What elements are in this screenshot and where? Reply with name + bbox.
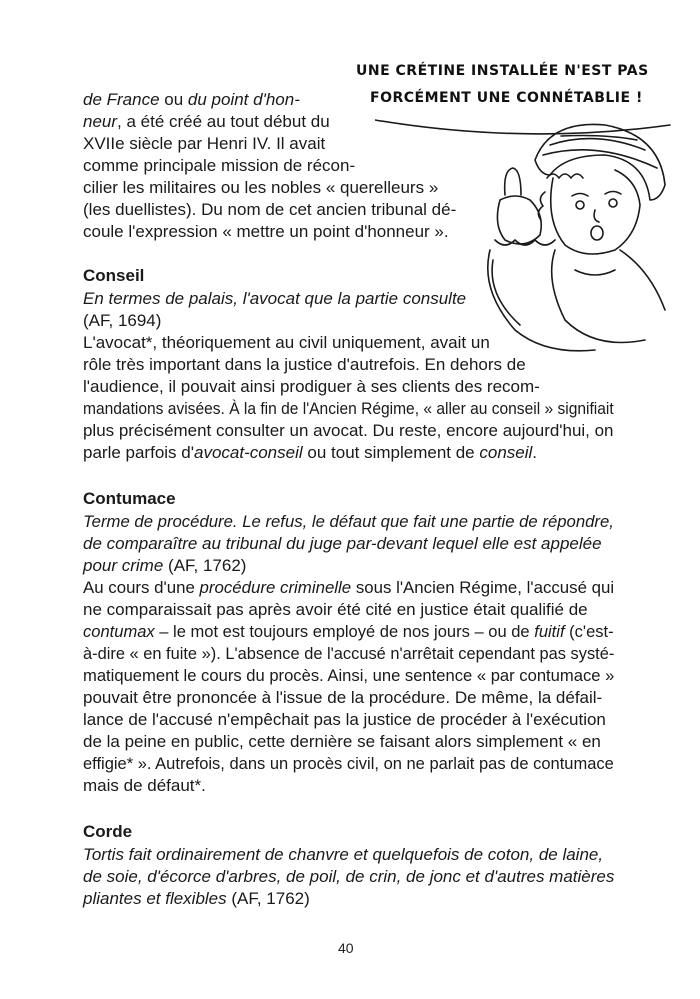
conseil-text: . [532, 443, 538, 462]
intro-text: , a été créé au tout début du [117, 112, 330, 131]
corde-text: (AF, 1762) [226, 889, 310, 908]
mouth [591, 226, 603, 240]
conseil-definition: En termes de palais, l'avocat que la partie consulte [83, 289, 467, 308]
raised-finger [505, 168, 521, 195]
intro-line-7: coule l'expression « mettre un point d'honneur ». [83, 222, 449, 241]
intro-line-2 [83, 111, 330, 133]
conseil-body-5: plus précisément consulter un avocat. Du reste, encore aujourd'hui, on [83, 421, 614, 440]
hand [497, 196, 541, 244]
intro-line-3: XVIIe siècle par Henri IV. Il avait [83, 134, 326, 153]
contumace-definition-3 [83, 555, 246, 577]
contumace-text: (AF, 1762) [163, 556, 247, 575]
right-eye [609, 199, 617, 207]
corde-definition-2: de soie, d'écorce d'arbres, de poil, de crin, de jonc et d'autres matières [83, 867, 615, 886]
contumace-text: Au cours d'une [83, 578, 200, 597]
speech-bubble-line-2: FORCÉMENT UNE CONNÉTABLIE ! [370, 90, 643, 106]
intro-line-1 [83, 89, 335, 111]
contumace-body-10: mais de défaut*. [83, 776, 206, 795]
sleeve [488, 250, 595, 351]
contumace-body-5: matiquement le cours du procès. Ainsi, une sentence « par contumace » [83, 666, 615, 685]
contumace-text: sous l'Ancien Régime, l'accusé qui [351, 578, 615, 597]
contumace-body-8: de la peine en public, cette dernière se faisant alors simplement « en [83, 732, 601, 751]
intro-text: de France [83, 90, 160, 109]
left-eye [576, 201, 584, 209]
contumace-body-9: effigie* ». Autrefois, dans un procès civil, on ne parlait pas de contumace [83, 754, 614, 773]
conseil-source: (AF, 1694) [83, 311, 162, 330]
corde-text: pliantes et flexibles [83, 889, 227, 908]
conseil-body-1: L'avocat*, théoriquement au civil uniquement, avait un [83, 333, 490, 352]
face [551, 170, 640, 254]
entry-title-contumace: Contumace [83, 489, 176, 508]
intro-text: ou [159, 90, 188, 109]
contumace-definition-1: Terme de procédure. Le refus, le défaut que fait une partie de répondre, [83, 512, 614, 531]
contumace-body-3 [83, 621, 614, 643]
contumace-text: procédure criminelle [199, 578, 352, 597]
corde-definition-3 [83, 888, 310, 910]
contumace-body-4: à-dire « en fuite »). L'absence de l'accusé n'arrêtait cependant pas systé- [83, 644, 615, 663]
conseil-body-4: mandations avisées. À la fin de l'Ancien Régime, « aller au conseil » signifiait [83, 399, 614, 418]
contumace-body-1 [83, 577, 614, 599]
conseil-text: avocat-conseil [193, 443, 303, 462]
contumace-body-6: pouvait être prononcée à l'issue de la procédure. De même, la défail- [83, 688, 603, 707]
contumace-text: fuitif [534, 622, 565, 641]
conseil-text: conseil [479, 443, 533, 462]
intro-line-4: comme principale mission de récon- [83, 156, 356, 175]
speech-bubble-line-1: UNE CRÉTINE INSTALLÉE N'EST PAS [356, 63, 649, 79]
contumace-body-7: lance de l'accusé n'empêchait pas la justice de procéder à l'exécution [83, 710, 606, 729]
intro-text: neur [83, 112, 118, 131]
corde-definition-1: Tortis fait ordinairement de chanvre et quelquefois de coton, de laine, [83, 845, 604, 864]
contumace-text: (c'est- [564, 622, 614, 641]
contumace-text: contumax [83, 622, 155, 641]
entry-title-corde: Corde [83, 822, 133, 841]
contumace-text: – le mot est toujours employé de nos jours – ou de [154, 622, 535, 641]
conseil-body-2: rôle très important dans la justice d'autrefois. En dehors de [83, 355, 526, 374]
conseil-text: parle parfois d' [83, 443, 194, 462]
entry-title-conseil: Conseil [83, 266, 145, 285]
conseil-body-3: l'audience, il pouvait ainsi prodiguer à ses clients des recom- [83, 377, 540, 396]
page-number: 40 [338, 940, 354, 956]
contumace-text: pour crime [83, 556, 164, 575]
intro-line-6: (les duellistes). Du nom de cet ancien tribunal dé- [83, 200, 457, 219]
contumace-definition-2: de comparaître au tribunal du juge par-devant lequel elle est appelée [83, 534, 602, 553]
conseil-body-6 [83, 442, 537, 464]
intro-text: du point d'hon- [187, 90, 300, 109]
conseil-text: ou tout simplement de [302, 443, 480, 462]
contumace-body-2: ne comparaissait pas après avoir été cité en justice était qualifié de [83, 600, 588, 619]
intro-line-5: cilier les militaires ou les nobles « querelleurs » [83, 178, 439, 197]
speech-bubble-outline [375, 120, 670, 134]
